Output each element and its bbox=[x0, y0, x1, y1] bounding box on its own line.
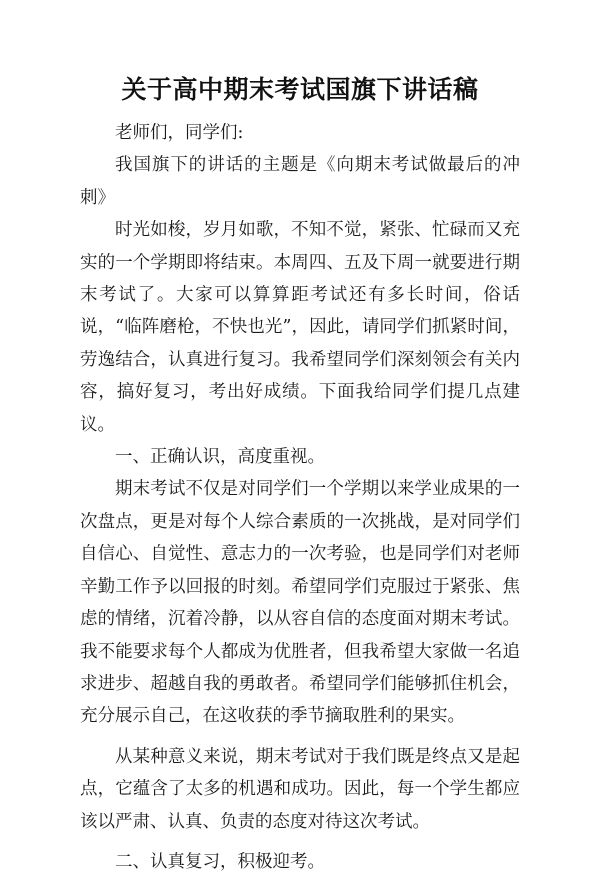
paragraph-gap bbox=[80, 838, 520, 846]
document-title: 关于高中期末考试国旗下讲话稿 bbox=[121, 75, 479, 104]
paragraph-gap bbox=[80, 733, 520, 741]
paragraph-meaning: 从某种意义来说，期末考试对于我们既是终点又是起点，它蕴含了太多的机遇和成功。因此，每一个学生都应该以严肃、认真、负责的态度对待这次考试。 bbox=[80, 746, 520, 832]
paragraph-greeting: 老师们，同学们: bbox=[115, 123, 244, 143]
paragraph-section-1: 期末考试不仅是对同学们一个学期以来学业成果的一次盘点，更是对每个人综合素质的一次挑战，是对同学们自信心、自觉性、意志力的一次考验，也是同学们对老师辛勤工作予以回报的时刻。希望同学们克服过于紧张、焦虑的情绪，沉着冷静，以从容自信的态度面对期末考试。我不能要求每个人都成为优胜者，但我希望大家做一名追求进步、超越自我的勇敢者。希望同学们能够抓住机会，充分展示自己，在这收获的季节摘取胜利的果实。 bbox=[80, 479, 520, 727]
section-heading-1: 一、正确认识，高度重视。 bbox=[115, 447, 325, 468]
section-heading-2: 二、认真复习，积极迎考。 bbox=[115, 851, 325, 872]
document-body bbox=[80, 117, 520, 878]
paragraph-topic: 我国旗下的讲话的主题是《向期末考试做最后的冲刺》 bbox=[80, 155, 520, 208]
paragraph-intro: 时光如梭，岁月如歌，不知不觉，紧张、忙碌而又充实的一个学期即将结束。本周四、五及下周一就要进行期末考试了。大家可以算算距考试还有多长时间，俗话说，“临阵磨枪，不快也光”，因此，请同学们抓紧时间，劳逸结合，认真进行复习。我希望同学们深刻领会有关内容，搞好复习，考出好成绩。下面我给同学们提几点建议。 bbox=[80, 220, 520, 435]
